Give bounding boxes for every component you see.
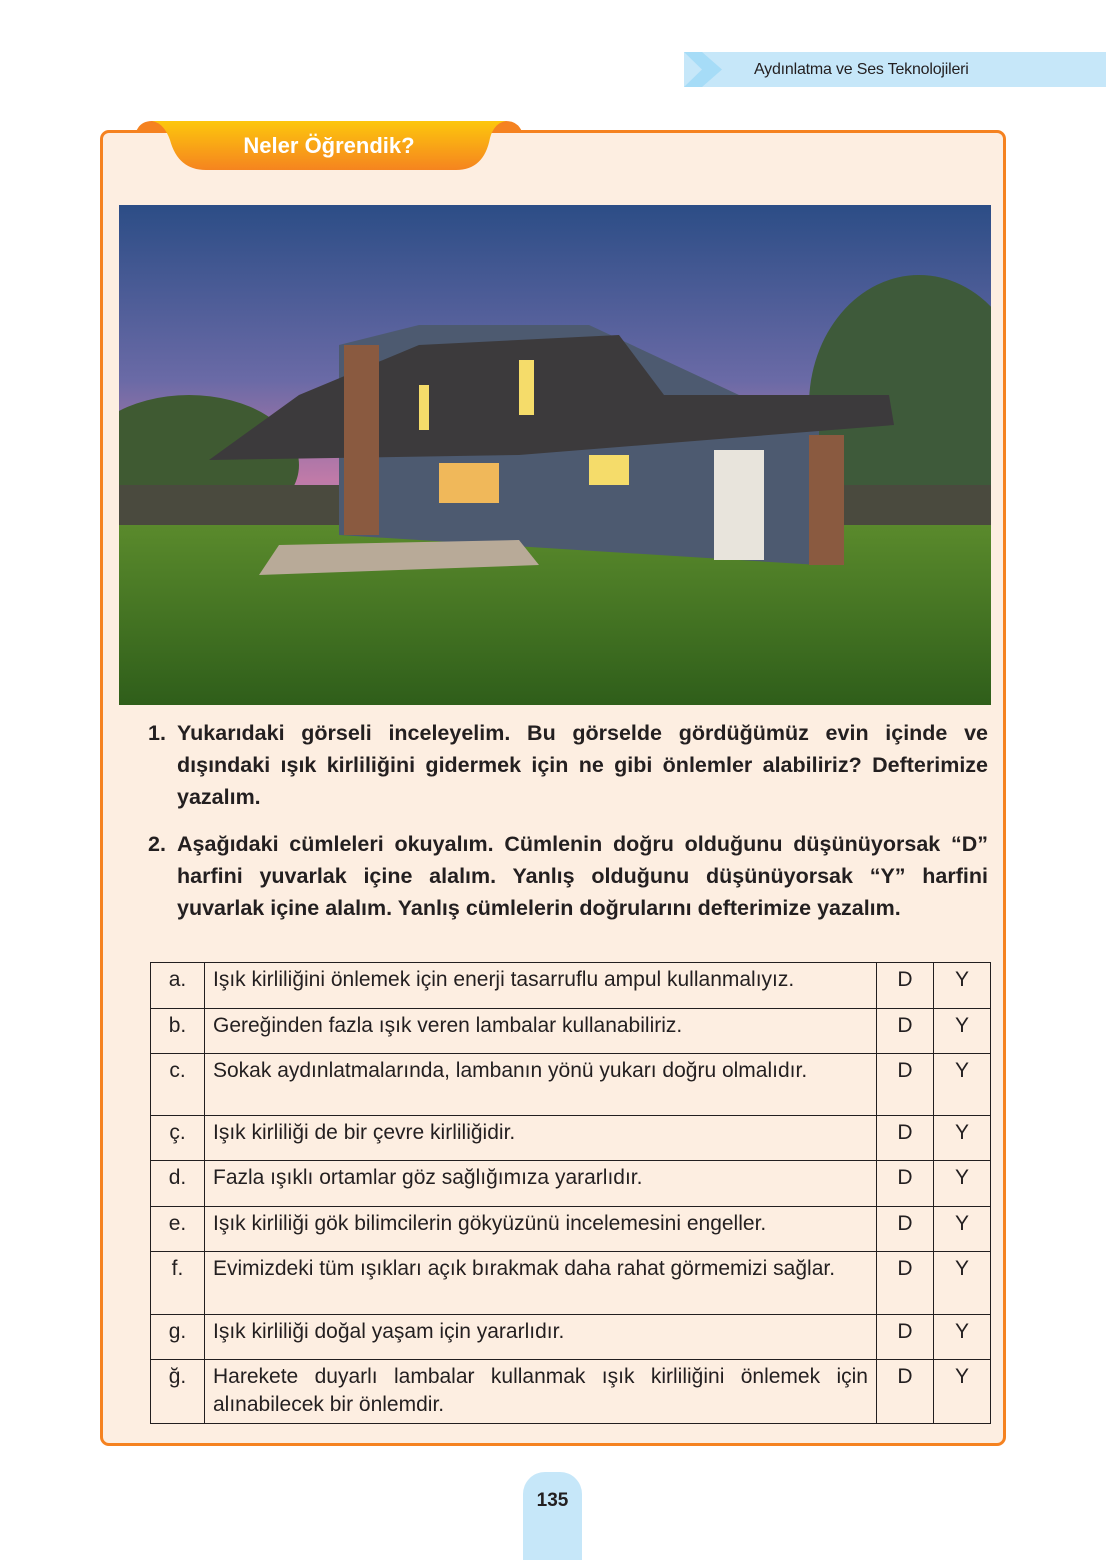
question-1 [148,717,988,813]
answer-d[interactable]: D [877,1360,934,1424]
statement-text: Işık kirliliği doğal yaşam için yararlıdır. [205,1315,877,1360]
answer-d[interactable]: D [877,1315,934,1360]
answer-y[interactable]: Y [934,1252,991,1315]
row-letter: ğ. [151,1360,205,1424]
answer-d[interactable]: D [877,1207,934,1252]
table-row [151,1360,991,1424]
answer-y[interactable]: Y [934,1360,991,1424]
statement-text: Işık kirliliği gök bilimcilerin gökyüzünü incelemesini engeller. [205,1207,877,1252]
row-letter: a. [151,963,205,1009]
statement-text: Işık kirliliği de bir çevre kirliliğidir. [205,1116,877,1161]
statement-text: Fazla ışıklı ortamlar göz sağlığımıza yararlıdır. [205,1161,877,1207]
answer-d[interactable]: D [877,963,934,1009]
table-row [151,1207,991,1252]
row-letter: f. [151,1252,205,1315]
row-letter: g. [151,1315,205,1360]
row-letter: e. [151,1207,205,1252]
answer-d[interactable]: D [877,1252,934,1315]
answer-y[interactable]: Y [934,1054,991,1116]
box-title: Neler Öğrendik? [243,133,415,158]
answer-y[interactable]: Y [934,1161,991,1207]
row-letter: d. [151,1161,205,1207]
box-title-tab [136,120,522,172]
house-photo [119,205,991,705]
answer-d[interactable]: D [877,1116,934,1161]
question-number: 1. [148,721,166,745]
statement-text: Gereğinden fazla ışık veren lambalar kullanabiliriz. [205,1009,877,1054]
statement-text: Işık kirliliğini önlemek için enerji tasarruflu ampul kullanmalıyız. [205,963,877,1009]
row-letter: b. [151,1009,205,1054]
page-number-tab [523,1472,582,1560]
true-false-table [150,962,991,1424]
statement-text: Harekete duyarlı lambalar kullanmak ışık kirliliğini önlemek için alınabilecek bir önlemdir. [205,1360,877,1424]
question-2 [148,828,988,924]
table-row [151,1009,991,1054]
page-number: 135 [536,1490,569,1511]
answer-y[interactable]: Y [934,1116,991,1161]
table-row [151,1161,991,1207]
row-letter: c. [151,1054,205,1116]
answer-d[interactable]: D [877,1054,934,1116]
question-text: Yukarıdaki görseli inceleyelim. Bu görselde gördüğümüz evin içinde ve dışındaki ışık kirliliğini gidermek için ne gibi önlemler alabiliriz? Defterimize yazalım. [177,721,988,809]
statement-text: Evimizdeki tüm ışıkları açık bırakmak daha rahat görmemizi sağlar. [205,1252,877,1315]
statement-text: Sokak aydınlatmalarında, lambanın yönü yukarı doğru olmalıdır. [205,1054,877,1116]
table-row [151,963,991,1009]
answer-y[interactable]: Y [934,963,991,1009]
answer-d[interactable]: D [877,1161,934,1207]
table-row [151,1116,991,1161]
answer-y[interactable]: Y [934,1207,991,1252]
table-row [151,1315,991,1360]
table-row [151,1252,991,1315]
section-header [684,52,1106,87]
answer-d[interactable]: D [877,1009,934,1054]
question-number: 2. [148,832,166,856]
table-row [151,1054,991,1116]
answer-y[interactable]: Y [934,1315,991,1360]
row-letter: ç. [151,1116,205,1161]
chevron-icon [684,52,724,87]
question-text: Aşağıdaki cümleleri okuyalım. Cümlenin doğru olduğunu düşünüyorsak “D” harfini yuvarlak içine alalım. Yanlış olduğunu düşünüyorsak “Y” harfini yuvarlak içine alalım. Yanlış cümlelerin doğrularını defterimize yazalım. [177,832,988,920]
answer-y[interactable]: Y [934,1009,991,1054]
section-title: Aydınlatma ve Ses Teknolojileri [754,61,969,78]
